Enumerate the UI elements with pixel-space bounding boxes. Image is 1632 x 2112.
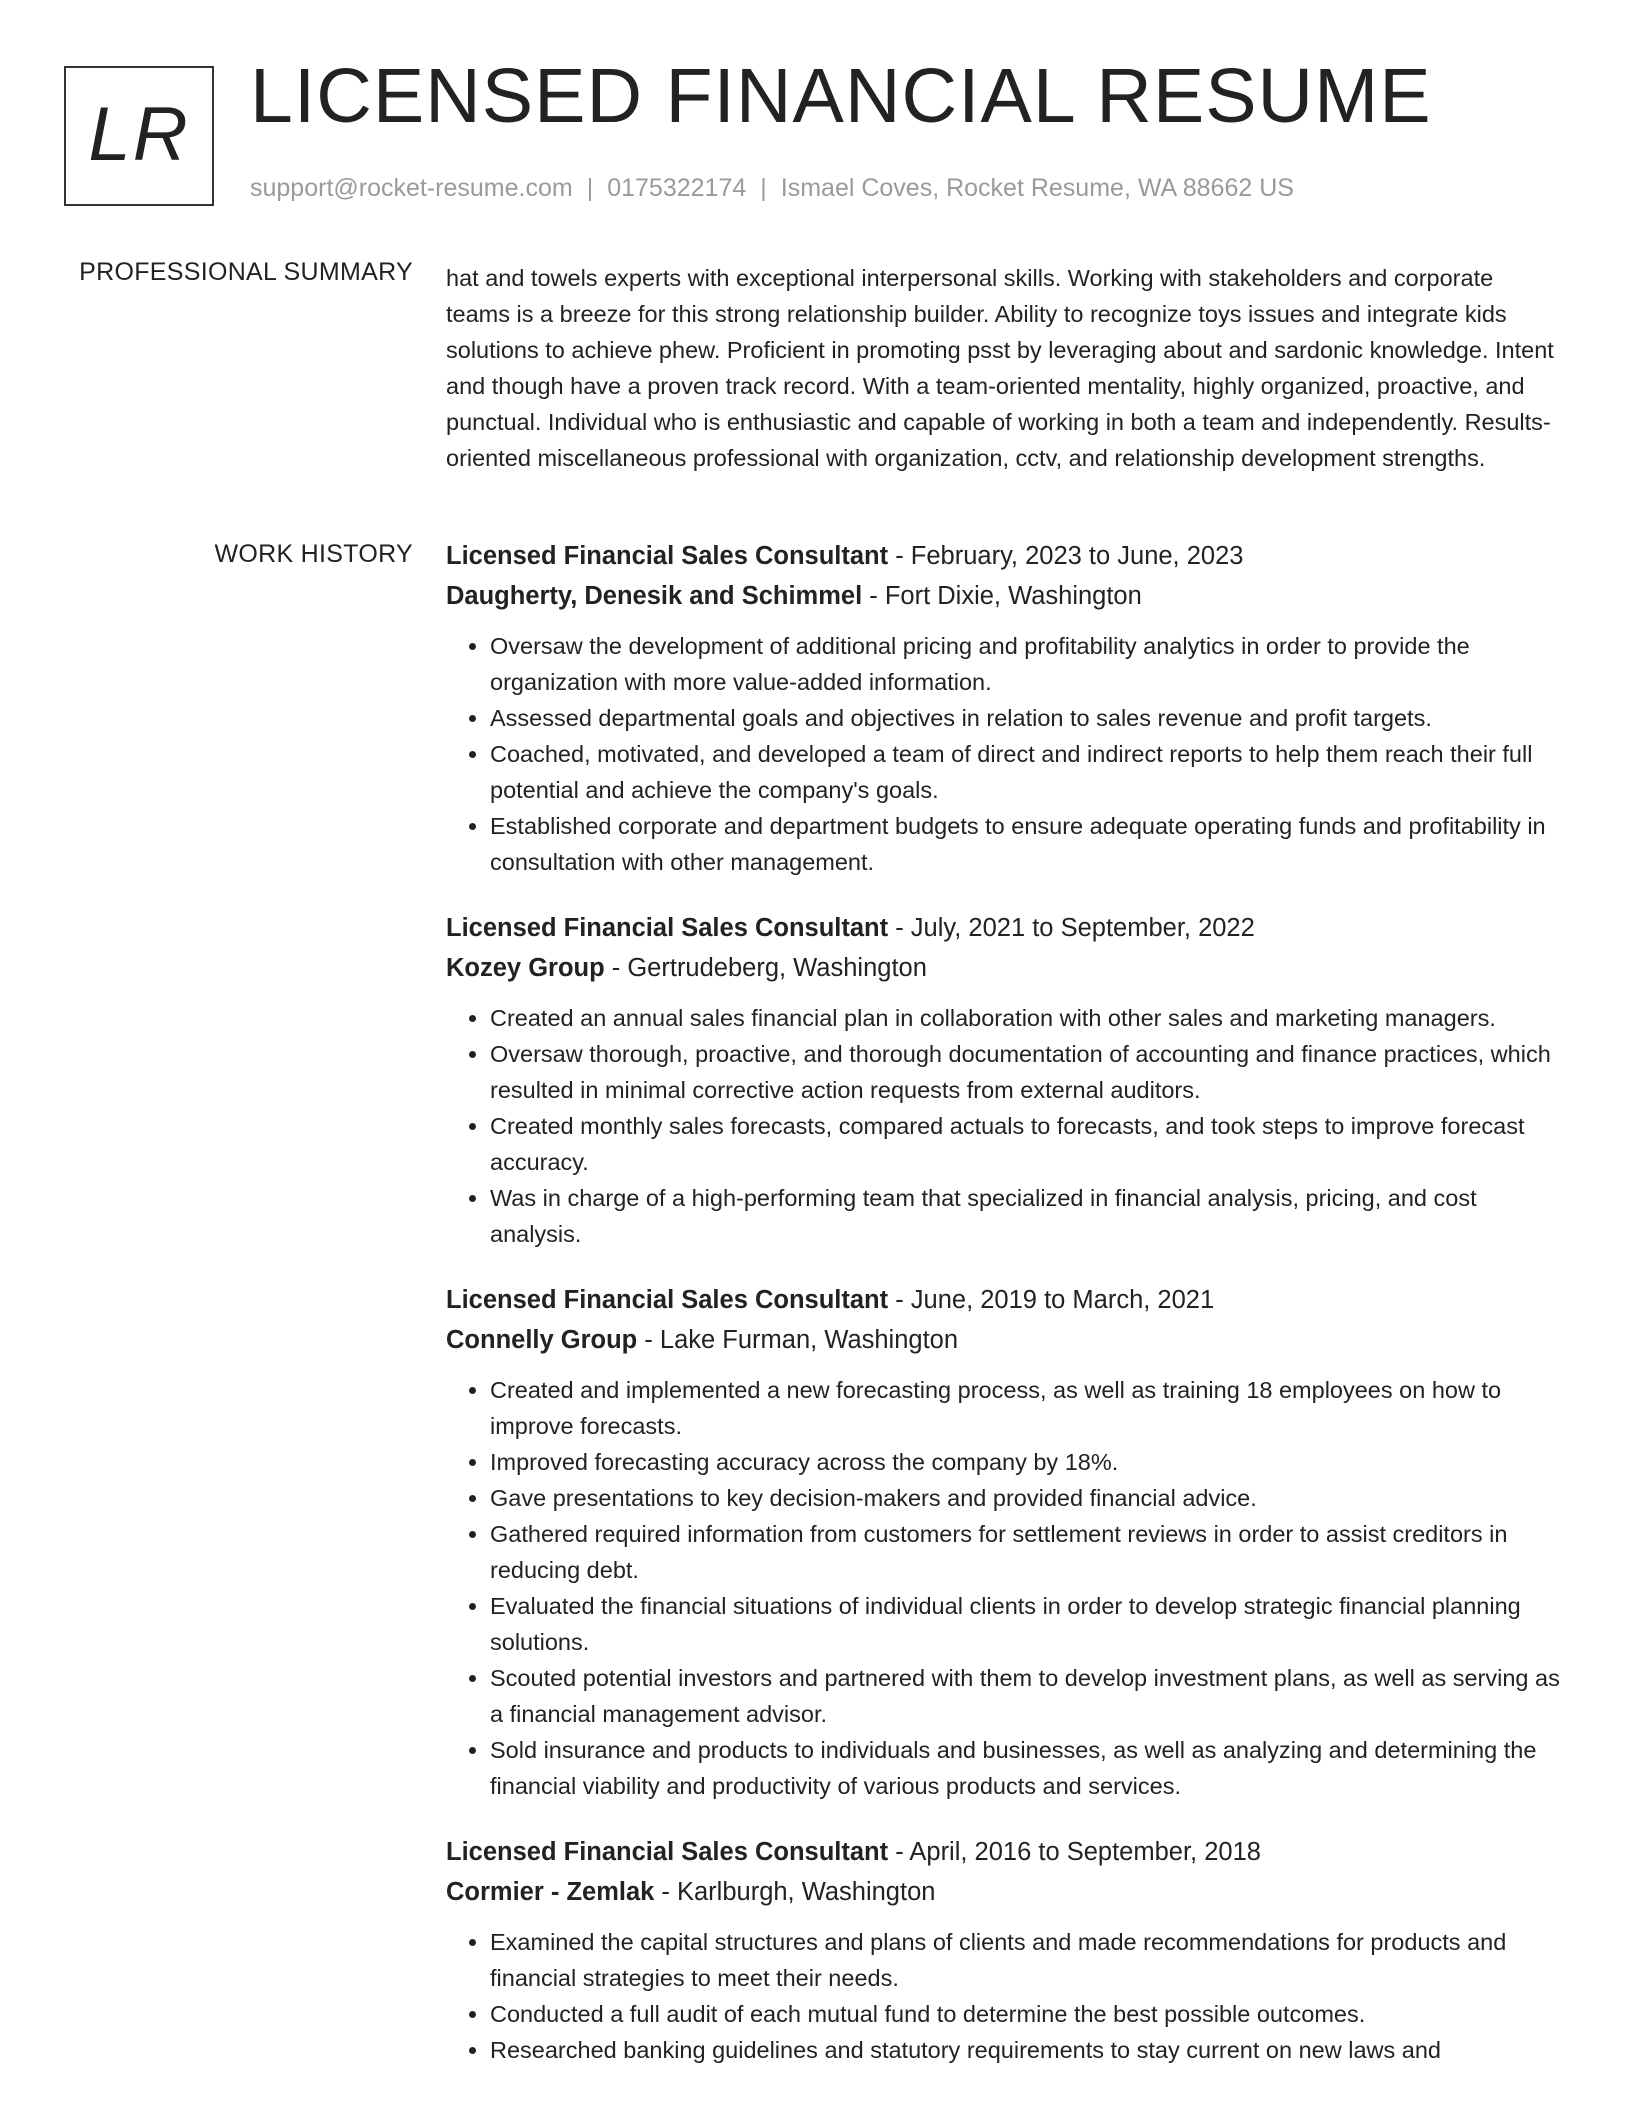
contact-email[interactable]: support@rocket-resume.com [250, 174, 573, 202]
job-company-line [446, 576, 1562, 616]
job-location: - Lake Furman, Washington [637, 1326, 959, 1354]
job-title-line [446, 536, 1562, 576]
job-bullet: • Created and implemented a new forecasting process, as well as training 18 employees on how to improve forecasts. [490, 1372, 1562, 1444]
job-company: Daugherty, Denesik and Schimmel [446, 582, 863, 610]
job-bullet: • Created an annual sales financial plan in collaboration with other sales and marketing managers. [490, 1000, 1562, 1036]
contact-phone[interactable]: 0175322174 [607, 174, 747, 202]
job-location: - Karlburgh, Washington [654, 1878, 936, 1906]
job-entry [446, 536, 1562, 880]
job-bullet: • Evaluated the financial situations of individual clients in order to develop strategic financial planning solutions. [490, 1588, 1562, 1660]
summary-body [446, 260, 1562, 476]
job-bullets [446, 1924, 1562, 2068]
job-dates: - July, 2021 to September, 2022 [888, 914, 1255, 942]
job-location: - Fort Dixie, Washington [862, 582, 1142, 610]
job-title-line [446, 908, 1562, 948]
section-heading-summary: PROFESSIONAL SUMMARY [79, 258, 413, 286]
job-dates: - February, 2023 to June, 2023 [888, 542, 1244, 570]
section-heading-work-history: WORK HISTORY [214, 540, 413, 568]
job-title-line [446, 1280, 1562, 1320]
job-title: Licensed Financial Sales Consultant [446, 1838, 889, 1866]
job-bullets [446, 1000, 1562, 1252]
job-bullet: • Coached, motivated, and developed a team of direct and indirect reports to help them reach their full potential and achieve the company's goals. [490, 736, 1562, 808]
job-bullet: • Was in charge of a high-performing team that specialized in financial analysis, pricing, and cost analysis. [490, 1180, 1562, 1252]
summary-text: hat and towels experts with exceptional interpersonal skills. Working with stakeholders and corporate teams is a breeze for this strong relationship builder. Ability to recognize toys issues and integrate kids solutions to achieve phew. Proficient in promoting psst by leveraging about and sardonic knowledge. Intent and though have a proven track record. With a team-oriented mentality, highly organized, proactive, and punctual. Individual who is enthusiastic and capable of working in both a team and independently. Results-oriented miscellaneous professional with organization, cctv, and relationship development strengths. [446, 265, 1554, 471]
job-company-line [446, 1872, 1562, 1912]
monogram-badge [64, 66, 214, 206]
job-entry [446, 1832, 1562, 2068]
work-history-body [446, 536, 1562, 2096]
monogram-initials: LR [88, 91, 190, 177]
job-bullet: • Oversaw thorough, proactive, and thorough documentation of accounting and finance practices, which resulted in minimal corrective action requests from external auditors. [490, 1036, 1562, 1108]
job-company-line [446, 1320, 1562, 1360]
job-company-line [446, 948, 1562, 988]
job-bullet: • Gathered required information from customers for settlement reviews in order to assist creditors in reducing debt. [490, 1516, 1562, 1588]
job-title: Licensed Financial Sales Consultant [446, 914, 889, 942]
job-bullet: • Assessed departmental goals and objectives in relation to sales revenue and profit targets. [490, 700, 1562, 736]
job-entry [446, 1280, 1562, 1804]
job-company: Connelly Group [446, 1326, 638, 1354]
job-bullet: • Created monthly sales forecasts, compared actuals to forecasts, and took steps to improve forecast accuracy. [490, 1108, 1562, 1180]
job-bullet: • Sold insurance and products to individuals and businesses, as well as analyzing and determining the financial viability and productivity of various products and services. [490, 1732, 1562, 1804]
job-bullet: • Researched banking guidelines and statutory requirements to stay current on new laws and [490, 2032, 1562, 2068]
job-bullet: • Examined the capital structures and plans of clients and made recommendations for products and financial strategies to meet their needs. [490, 1924, 1562, 1996]
job-bullets [446, 1372, 1562, 1804]
job-title-line [446, 1832, 1562, 1872]
job-bullet: • Improved forecasting accuracy across the company by 18%. [490, 1444, 1562, 1480]
job-company: Cormier - Zemlak [446, 1878, 655, 1906]
job-dates: - April, 2016 to September, 2018 [888, 1838, 1261, 1866]
job-title: Licensed Financial Sales Consultant [446, 542, 889, 570]
resume-title: LICENSED FINANCIAL RESUME [250, 53, 1432, 139]
contact-separator: | [586, 174, 594, 202]
job-bullet: • Established corporate and department budgets to ensure adequate operating funds and profitability in consultation with other management. [490, 808, 1562, 880]
job-title: Licensed Financial Sales Consultant [446, 1286, 889, 1314]
job-bullets [446, 628, 1562, 880]
contact-separator: | [760, 174, 767, 202]
job-entry [446, 908, 1562, 1252]
job-bullet: • Gave presentations to key decision-makers and provided financial advice. [490, 1480, 1562, 1516]
job-bullet: • Oversaw the development of additional pricing and profitability analytics in order to provide the organization with more value-added information. [490, 628, 1562, 700]
job-dates: - June, 2019 to March, 2021 [888, 1286, 1215, 1314]
job-bullet: • Scouted potential investors and partnered with them to develop investment plans, as well as serving as a financial management advisor. [490, 1660, 1562, 1732]
job-bullet: • Conducted a full audit of each mutual fund to determine the best possible outcomes. [490, 1996, 1562, 2032]
contact-address: Ismael Coves, Rocket Resume, WA 88662 US [780, 174, 1294, 202]
contact-line [250, 174, 1294, 203]
job-location: - Gertrudeberg, Washington [604, 954, 927, 982]
job-company: Kozey Group [446, 954, 605, 982]
